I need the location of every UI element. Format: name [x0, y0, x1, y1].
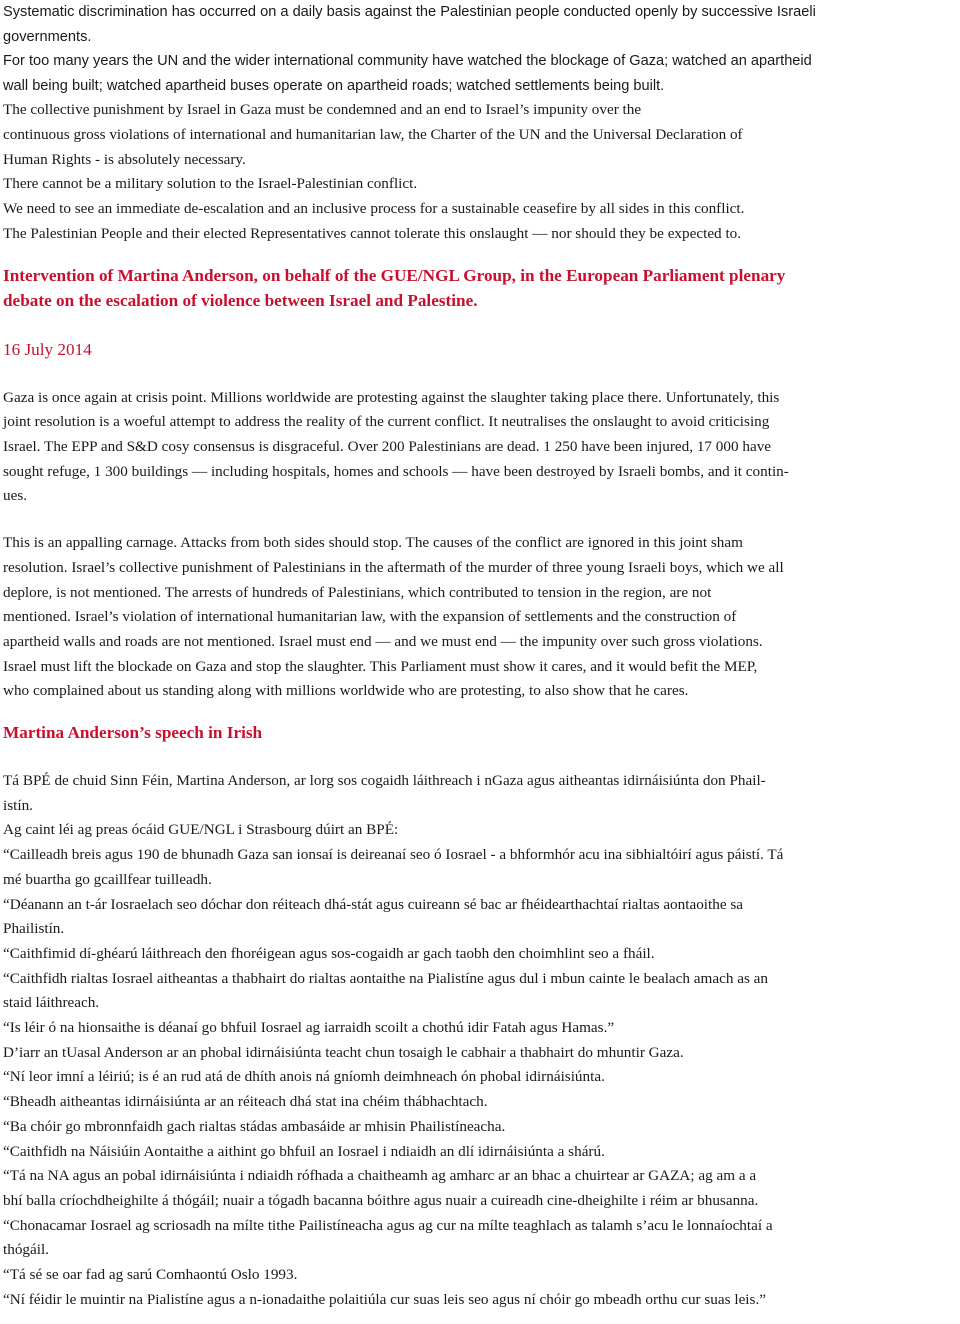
body-line: ues. — [3, 487, 28, 505]
irish-speech-body — [3, 769, 954, 1312]
irish-line: “Bheadh aitheantas idirnáisiúnta ar an réiteach dhá stat ina chéim thábhachtach. — [3, 1093, 488, 1111]
irish-line: “Caithfidh rialtas Iosrael aitheantas a thabhairt do rialtas aontaithe na Pialistíne agus dul i mbun cainte le bealach amach as an — [3, 969, 769, 987]
irish-line: “Chonacamar Iosrael ag scriosadh na mílte tithe Pailistíneacha agus ag cur na mílte teaghlach as talamh s’acu le lonnaíochtaí a — [3, 1216, 773, 1234]
irish-line: “Ba chóir go mbronnfaidh gach rialtas stádas ambasáide ar mhisin Phailistíneacha. — [3, 1117, 506, 1135]
irish-line: “Tá na NA agus an pobal idirnáisiúnta i ndiaidh rófhada a chaitheamh ag amharc ar an bhac a chuirtear ar GAZA; ag am a a — [3, 1167, 757, 1185]
body-line: mentioned. Israel’s violation of international humanitarian law, with the expansion of settlements and the construction of — [3, 608, 737, 626]
spacer — [3, 704, 954, 720]
intro-line: continuous gross violations of international and humanitarian law, the Charter of the UN and the Universal Declaration of — [3, 126, 743, 144]
body-line: This is an appalling carnage. Attacks from both sides should stop. The causes of the conflict are ignored in this joint sham — [3, 534, 743, 552]
body-line: sought refuge, 1 300 buildings — including hospitals, homes and schools — have been destroyed by Israeli bombs, and it contin- — [3, 462, 789, 480]
irish-line: “Tá sé se oar fad ag sarú Comhaontú Oslo 1993. — [3, 1266, 298, 1284]
irish-line: “Is léir ó na hionsaithe is déanaí go bhfuil Iosrael ag iarraidh scoilt a chothú idir Fatah agus Hamas.” — [3, 1019, 615, 1037]
intro-line: For too many years the UN and the wider international community have watched the blockage of Gaza; watched an apartheid — [3, 53, 812, 70]
body-line: resolution. Israel’s collective punishment of Palestinians in the aftermath of the murder of three young Israeli boys, which we all — [3, 558, 784, 576]
intervention-paragraph-2 — [3, 531, 954, 704]
intro-line: We need to see an immediate de-escalation and an inclusive process for a sustainable ceasefire by all sides in this conflict. — [3, 200, 745, 218]
intro-line: Systematic discrimination has occurred on a daily basis against the Palestinian people conducted openly by successive Israeli — [3, 4, 816, 20]
irish-line: Tá BPÉ de chuid Sinn Féin, Martina Anderson, ar lorg sos cogaidh láithreach i nGaza agus aitheantas idirnáisiúnta don Phail- — [3, 772, 766, 790]
intervention-paragraph-1 — [3, 386, 954, 510]
body-line: who complained about us standing along with millions worldwide who are protesting, to also show that he cares. — [3, 682, 689, 700]
intro-line: There cannot be a military solution to the Israel-Palestinian conflict. — [3, 175, 418, 193]
irish-line: bhí balla críochdheighilte á thógáil; nuair a tógadh bacanna bóithre agus nuair a cuireadh cine-dheighilte i réim ar bhusanna. — [3, 1191, 759, 1209]
irish-line: “Déanann an t-ár Iosraelach seo dóchar don réiteach dhá-stát agus cuireann sé bac ar fhéidearthachtaí rialtas aontaoithe sa — [3, 895, 744, 913]
body-line: joint resolution is a woeful attempt to address the reality of the current conflict. It neutralises the onslaught to avoid criticising — [3, 413, 770, 431]
spacer — [3, 745, 954, 769]
intro-line: Human Rights - is absolutely necessary. — [3, 150, 246, 168]
intro-section — [3, 0, 954, 247]
section-heading-line: debate on the escalation of violence between Israel and Palestine. — [3, 290, 478, 310]
section-heading-line: Intervention of Martina Anderson, on behalf of the GUE/NGL Group, in the European Parliament plenary — [3, 265, 786, 285]
intro-line: governments. — [3, 28, 92, 45]
spacer — [3, 247, 954, 263]
spacer — [3, 313, 954, 337]
intervention-heading — [3, 263, 954, 313]
irish-line: “Ní leor imní a léiriú; is é an rud atá de dhíth anois ná gníomh deimhneach ón phobal idirnáisiúnta. — [3, 1068, 605, 1086]
speech-date: 16 July 2014 — [3, 339, 92, 359]
irish-line: mé buartha go gcaillfear tuilleadh. — [3, 870, 212, 888]
body-line: deplore, is not mentioned. The arrests of hundreds of Palestinians, which contributed to tension in the region, are not — [3, 583, 712, 601]
irish-line: staid láithreach. — [3, 994, 100, 1012]
body-line: Israel must lift the blockade on Gaza and stop the slaughter. This Parliament must show it cares, and it would befit the MEP, — [3, 657, 758, 675]
irish-line: “Caithfidh na Náisiúin Aontaithe a aithint go bhfuil an Iosrael i ndiaidh an dlí idirnáisiúnta a shárú. — [3, 1142, 605, 1160]
irish-line: “Caithfimid dí-ghéarú láithreach den fhoréigean agus sos-cogaidh ar gach taobh den choimhlint seo a fháil. — [3, 944, 655, 962]
irish-line: D’iarr an tUasal Anderson ar an phobal idirnáisiúnta teacht chun tosaigh le cabhair a thabhairt do mhuntir Gaza. — [3, 1043, 684, 1061]
irish-line: istín. — [3, 796, 33, 814]
irish-line: thógáil. — [3, 1241, 49, 1259]
irish-line: Ag caint léi ag preas ócáid GUE/NGL i Strasbourg dúirt an BPÉ: — [3, 821, 399, 839]
spacer — [3, 509, 954, 531]
irish-line: “Ní féidir le muintir na Pialistíne agus a n-ionadaithe polaitiúla cur suas leis seo agus ní chóir go mbeadh orthu cur suas leis.” — [3, 1290, 766, 1308]
irish-line: Phailistín. — [3, 920, 65, 938]
body-line: Gaza is once again at crisis point. Millions worldwide are protesting against the slaughter taking place there. Unfortunately, this — [3, 388, 780, 406]
irish-line: “Cailleadh breis agus 190 de bhunadh Gaza san ionsaí is deireanaí seo ó Iosrael - a bhformhór acu ina sibhialtóirí agus páistí. Tá — [3, 846, 784, 864]
irish-speech-heading: Martina Anderson’s speech in Irish — [3, 723, 263, 743]
intro-line: The collective punishment by Israel in Gaza must be condemned and an end to Israel’s impunity over the — [3, 101, 642, 119]
body-line: Israel. The EPP and S&D cosy consensus is disgraceful. Over 200 Palestinians are dead. 1 250 have been injured, 17 000 have — [3, 438, 772, 455]
body-line: apartheid walls and roads are not mentioned. Israel must end — and we must end — the impunity over such gross violations. — [3, 632, 763, 650]
intro-line: The Palestinian People and their elected Representatives cannot tolerate this onslaught — nor should they be expected to. — [3, 224, 742, 242]
spacer — [3, 362, 954, 386]
intro-line: wall being built; watched apartheid buses operate on apartheid roads; watched settlements being built. — [3, 77, 665, 94]
